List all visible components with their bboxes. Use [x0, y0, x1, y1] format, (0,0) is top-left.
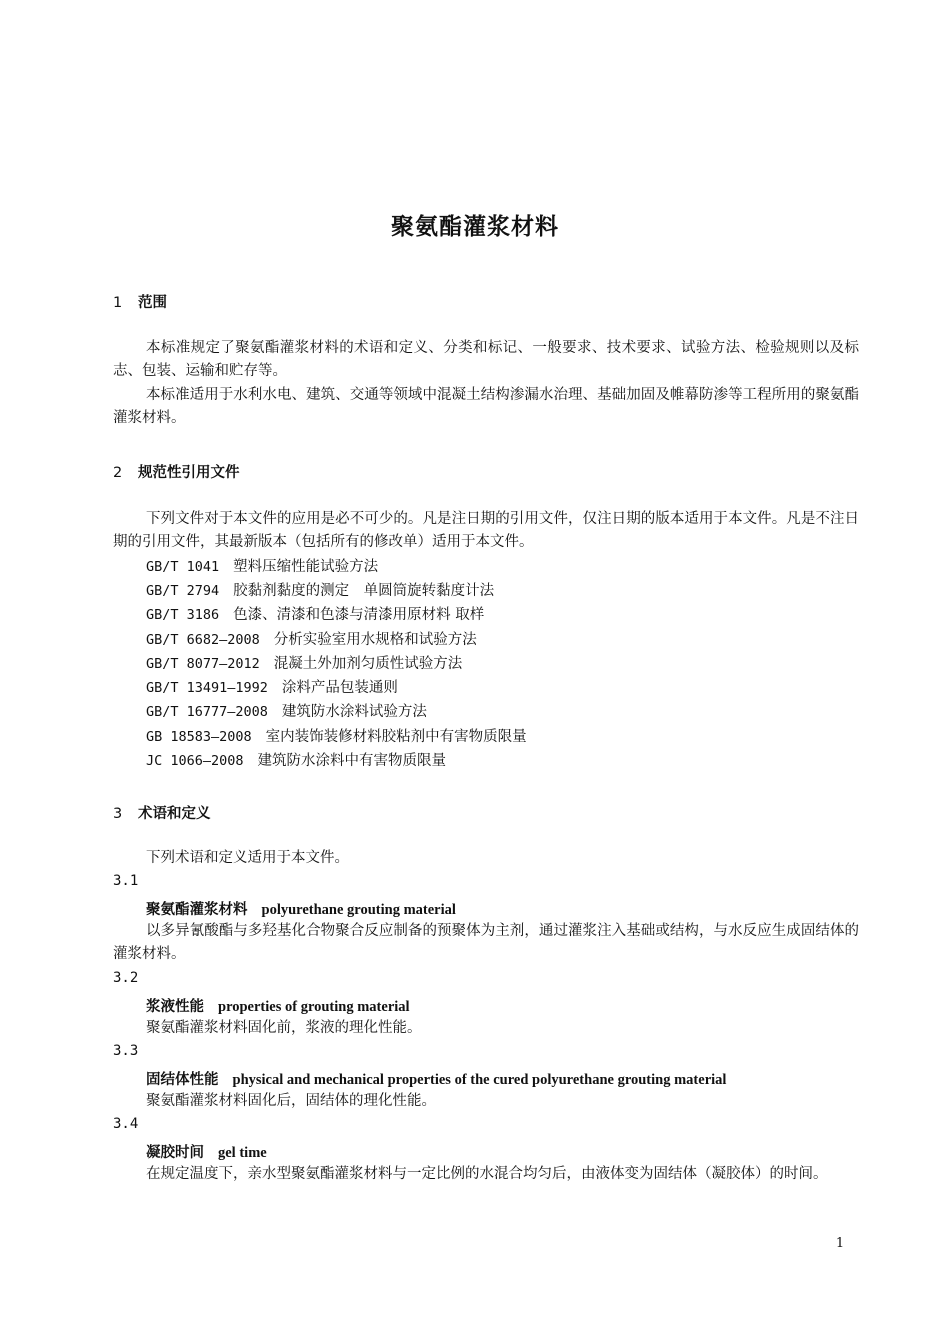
term-number: 3.1 [113, 873, 139, 889]
section-1-paragraph-2: 本标准适用于水利水电、建筑、交通等领域中混凝土结构渗漏水治理、基础加固及帷幕防渗等工程所用的聚氨酯灌浆材料。 [113, 387, 859, 426]
term-name: 聚氨酯灌浆材料 polyurethane grouting material [146, 902, 456, 918]
section-2-intro: 下列文件对于本文件的应用是必不可少的。凡是注日期的引用文件，仅注日期的版本适用于本文件。凡是不注日期的引用文件，其最新版本（包括所有的修改单）适用于本文件。 [113, 511, 859, 550]
section-number: 2 [113, 465, 123, 481]
section-number: 1 [113, 295, 123, 311]
section-title: 术语和定义 [138, 806, 211, 822]
section-2-heading [113, 461, 240, 482]
reference-item: GB/T 1041 塑料压缩性能试验方法 [146, 559, 379, 575]
term-number: 3.3 [113, 1043, 139, 1059]
reference-item: GB/T 6682—2008 分析实验室用水规格和试验方法 [146, 632, 477, 648]
reference-item: GB/T 13491—1992 涂料产品包装通则 [146, 680, 398, 696]
section-1-paragraph-1: 本标准规定了聚氨酯灌浆材料的术语和定义、分类和标记、一般要求、技术要求、试验方法、检验规则以及标志、包装、运输和贮存等。 [113, 340, 859, 379]
section-title: 范围 [138, 295, 167, 311]
section-3-heading [113, 802, 211, 823]
document-title: 聚氨酯灌浆材料 [391, 214, 559, 240]
term-number: 3.4 [113, 1116, 139, 1132]
reference-item: GB 18583—2008 室内装饰装修材料胶粘剂中有害物质限量 [146, 729, 527, 745]
term-name: 浆液性能 properties of grouting material [146, 999, 410, 1015]
term-number: 3.2 [113, 970, 139, 986]
term-definition: 在规定温度下，亲水型聚氨酯灌浆材料与一定比例的水混合均匀后，由液体变为固结体（凝胶体）的时间。 [146, 1166, 828, 1182]
term-definition: 聚氨酯灌浆材料固化前，浆液的理化性能。 [146, 1020, 422, 1036]
reference-item: GB/T 8077—2012 混凝土外加剂匀质性试验方法 [146, 656, 463, 672]
term-definition: 以多异氰酸酯与多羟基化合物聚合反应制备的预聚体为主剂，通过灌浆注入基础或结构，与水反应生成固结体的灌浆材料。 [113, 923, 859, 962]
section-1-heading [113, 291, 167, 312]
reference-item: JC 1066—2008 建筑防水涂料中有害物质限量 [146, 753, 447, 769]
reference-item: GB/T 16777—2008 建筑防水涂料试验方法 [146, 704, 427, 720]
reference-item: GB/T 3186 色漆、清漆和色漆与清漆用原材料 取样 [146, 607, 485, 623]
term-name: 固结体性能 physical and mechanical properties of the cured polyurethane grouting material [146, 1072, 727, 1088]
page-number: 1 [835, 1236, 845, 1251]
section-number: 3 [113, 806, 123, 822]
section-title: 规范性引用文件 [138, 465, 240, 481]
section-3-intro: 下列术语和定义适用于本文件。 [146, 850, 349, 866]
term-definition: 聚氨酯灌浆材料固化后，固结体的理化性能。 [146, 1093, 436, 1109]
reference-item: GB/T 2794 胶黏剂黏度的测定 单圆筒旋转黏度计法 [146, 583, 495, 599]
term-name: 凝胶时间 gel time [146, 1145, 267, 1161]
